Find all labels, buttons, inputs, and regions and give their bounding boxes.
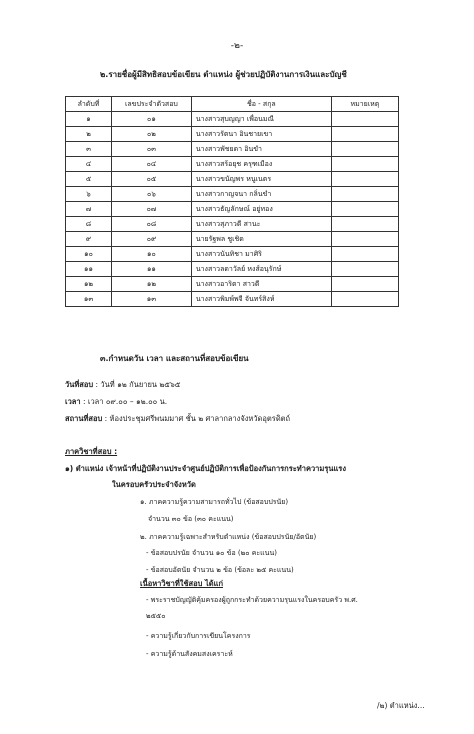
candidate-table xyxy=(65,96,399,307)
table-row xyxy=(66,277,399,292)
cell-order: ๑๑ xyxy=(66,262,112,277)
cell-note xyxy=(331,127,398,142)
cell-exam-id: ๐๘ xyxy=(112,217,192,232)
exam-time-label: เวลา xyxy=(65,397,81,406)
cell-exam-id: ๑๓ xyxy=(112,292,192,307)
cell-order: ๗ xyxy=(66,202,112,217)
part-1-count: จำนวน ๓๐ ข้อ (๓๐ คะแนน) xyxy=(148,515,234,523)
table-header-row xyxy=(66,97,399,112)
table-row xyxy=(66,187,399,202)
content-item-1-cont: ๒๕๕๐ xyxy=(146,612,166,620)
cell-exam-id: ๐๙ xyxy=(112,232,192,247)
cell-order: ๘ xyxy=(66,217,112,232)
header-exam-id: เลขประจำตัวสอบ xyxy=(112,97,192,112)
table-row xyxy=(66,262,399,277)
cell-note xyxy=(331,217,398,232)
cell-name: นางสาวพิมพ์พจี จันทร์สิงห์ xyxy=(191,292,331,307)
cell-order: ๖ xyxy=(66,187,112,202)
content-heading: เนื้อหาวิชาที่ใช้สอบ ได้แก่ xyxy=(140,579,224,588)
cell-order: ๕ xyxy=(66,172,112,187)
part-2-specific: ๒. ภาคความรู้เฉพาะสำหรับตำแหน่ง (ข้อสอบปรนัย/อัตนัย) xyxy=(140,533,317,541)
cell-exam-id: ๐๓ xyxy=(112,142,192,157)
cell-exam-id: ๐๗ xyxy=(112,202,192,217)
table-row xyxy=(66,172,399,187)
cell-order: ๑ xyxy=(66,112,112,127)
cell-name: นางสาวสร้อยุช ครุฑเมือง xyxy=(191,157,331,172)
cell-order: ๓ xyxy=(66,142,112,157)
cell-note xyxy=(331,142,398,157)
exam-place-label: สถานที่สอบ xyxy=(65,414,103,423)
content-item-3: - ความรู้ด้านสังคมสงเคราะห์ xyxy=(146,650,233,658)
cell-name: นางสาวนันทิชา มาศิริ xyxy=(191,247,331,262)
cell-note xyxy=(331,172,398,187)
exam-time-value: : เวลา ๐๙.๐๐ – ๑๒.๐๐ น. xyxy=(80,397,168,406)
table-row xyxy=(66,127,399,142)
cell-order: ๔ xyxy=(66,157,112,172)
cell-name: นางสาวสุภาวดี สานะ xyxy=(191,217,331,232)
cell-exam-id: ๐๒ xyxy=(112,127,192,142)
header-note: หมายเหตุ xyxy=(331,97,398,112)
exam-date-label: วันที่สอบ xyxy=(65,380,94,389)
cell-exam-id: ๑๑ xyxy=(112,262,192,277)
cell-name: นางสาวขนัญพร หนูเนตร xyxy=(191,172,331,187)
part-2-subjective: - ข้อสอบอัตนัย จำนวน ๒ ข้อ (ข้อละ ๒๕ คะแนน) xyxy=(146,566,294,574)
cell-order: ๑๒ xyxy=(66,277,112,292)
cell-name: นายรัฐพล ชูเชิด xyxy=(191,232,331,247)
table-row xyxy=(66,217,399,232)
section-3-title: ๓.กำหนดวัน เวลา และสถานที่สอบข้อเขียน xyxy=(100,354,249,363)
table-row xyxy=(66,247,399,262)
exam-place-line xyxy=(65,413,290,425)
cell-name: นางสาวกาญจนา กลิ่นขำ xyxy=(191,187,331,202)
cell-exam-id: ๐๑ xyxy=(112,112,192,127)
table-row xyxy=(66,112,399,127)
cell-note xyxy=(331,202,398,217)
cell-exam-id: ๐๖ xyxy=(112,187,192,202)
cell-exam-id: ๐๔ xyxy=(112,157,192,172)
cell-name: นางสาวธัญลักษณ์ อยู่ทอง xyxy=(191,202,331,217)
cell-note xyxy=(331,232,398,247)
cell-order: ๑๐ xyxy=(66,247,112,262)
cell-name: นางสาวสุบญญา เพื่อนมณี xyxy=(191,112,331,127)
cell-name: นางสาวรัตนา อินชายเขา xyxy=(191,127,331,142)
cell-exam-id: ๑๐ xyxy=(112,247,192,262)
table-row xyxy=(66,157,399,172)
cell-order: ๑๓ xyxy=(66,292,112,307)
cell-name: นางสาวลดาวัลย์ หงส์อนุรักษ์ xyxy=(191,262,331,277)
table-row xyxy=(66,142,399,157)
section-2-title: ๒.รายชื่อผู้มีสิทธิสอบข้อเขียน ตำแหน่ง ผู้ช่วยปฏิบัติงานการเงินและบัญชี xyxy=(100,70,347,79)
part-1-general: ๑. ภาคความรู้ความสามารถทั่วไป (ข้อสอบปรนัย) xyxy=(140,498,289,506)
header-name: ชื่อ - สกุล xyxy=(191,97,331,112)
content-item-1: - พระราชบัญญัติคุ้มครองผู้ถูกกระทำด้วยความรุนแรงในครอบครัว พ.ศ. xyxy=(146,596,358,604)
part-2-objective: - ข้อสอบปรนัย จำนวน ๑๐ ข้อ (๒๐ คะแนน) xyxy=(146,549,277,557)
cell-name: นางสาวพัชยดา อินขำ xyxy=(191,142,331,157)
position-1-title: ๑) ตำแหน่ง เจ้าหน้าที่ปฏิบัติงานประจำศูนย์ปฏิบัติการเพื่อป้องกันการกระทำความรุนแรง xyxy=(65,464,347,473)
cell-note xyxy=(331,277,398,292)
table-row xyxy=(66,202,399,217)
cell-order: ๒ xyxy=(66,127,112,142)
header-order: ลำดับที่ xyxy=(66,97,112,112)
exam-date-value: : วันที่ ๑๒ กันยายน ๒๕๖๕ xyxy=(93,380,181,389)
cell-note xyxy=(331,157,398,172)
cell-order: ๙ xyxy=(66,232,112,247)
cell-note xyxy=(331,187,398,202)
table-row xyxy=(66,232,399,247)
position-1-title-cont: ในครอบครัวประจำจังหวัด xyxy=(112,480,196,489)
exam-time-line xyxy=(65,396,167,408)
content-item-2: - ความรู้เกี่ยวกับการเขียนโครงการ xyxy=(146,632,251,640)
cell-exam-id: ๐๕ xyxy=(112,172,192,187)
cell-note xyxy=(331,112,398,127)
cell-exam-id: ๑๒ xyxy=(112,277,192,292)
exam-date-line xyxy=(65,379,180,391)
exam-place-value: : ห้องประชุมศรีพนมมาศ ชั้น ๒ ศาลากลางจังหวัดอุตรดิตถ์ xyxy=(102,414,291,423)
table-row xyxy=(66,292,399,307)
cell-note xyxy=(331,262,398,277)
cell-note xyxy=(331,247,398,262)
cell-note xyxy=(331,292,398,307)
cell-name: นางสาวอาริตา สาวดี xyxy=(191,277,331,292)
continued-note: /๒) ตำแหน่ง... xyxy=(377,701,425,710)
page-number: -๒- xyxy=(230,41,244,51)
subjects-heading: ภาควิชาที่สอบ : xyxy=(65,447,118,456)
